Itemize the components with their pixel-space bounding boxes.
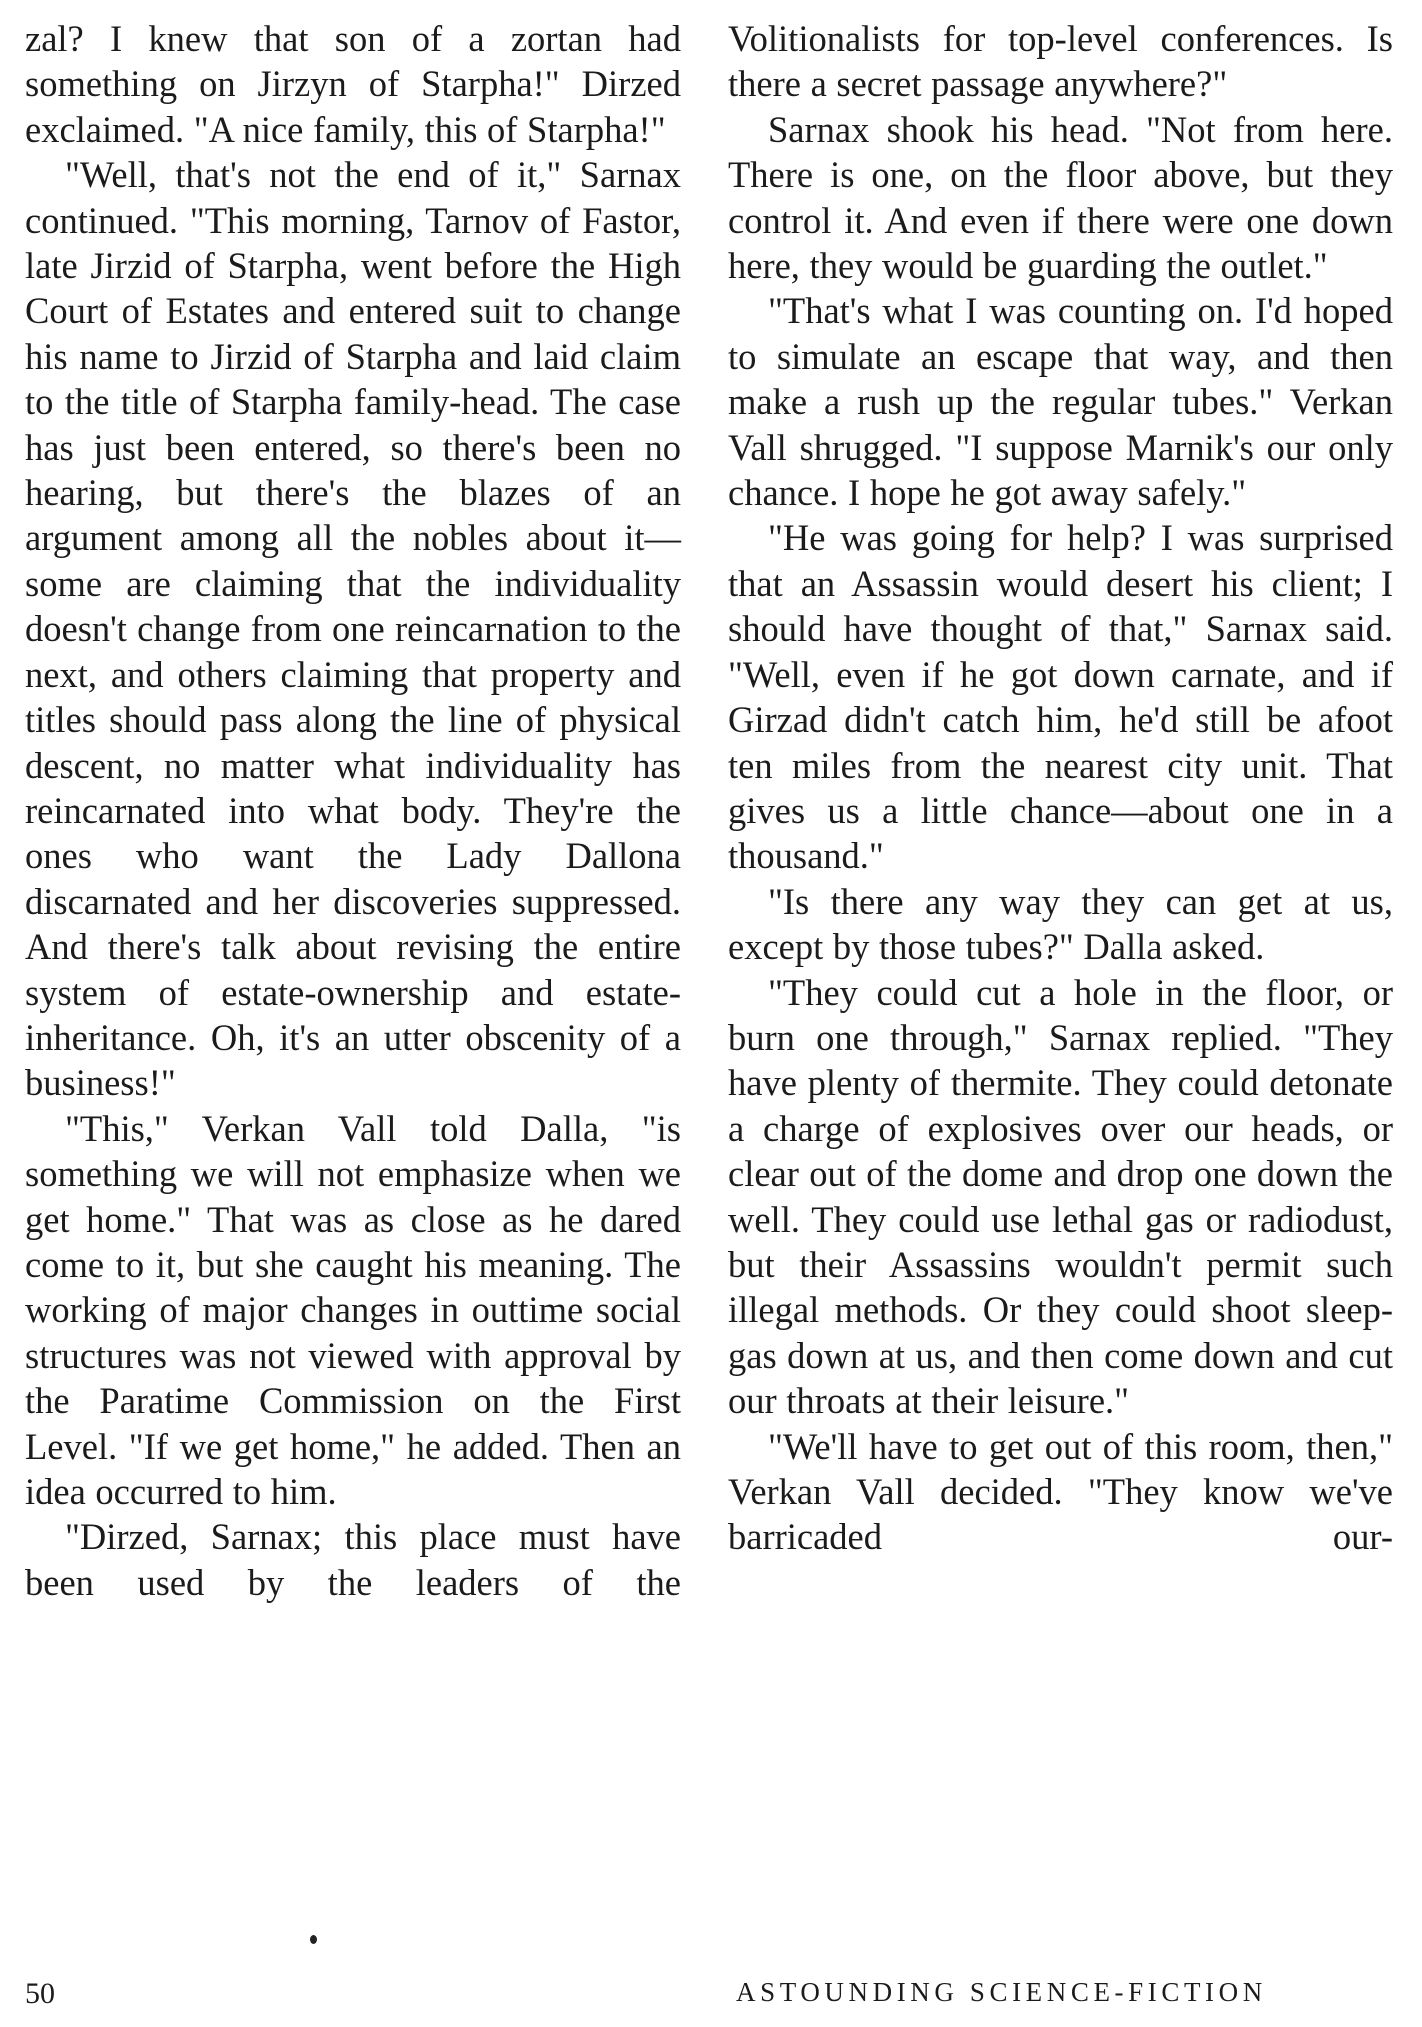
page-number: 50 — [25, 1977, 55, 2010]
paragraph: "Dirzed, Sarnax; this place must have been used by the leaders of the — [25, 1516, 681, 1603]
paragraph: "Well, that's not the end of it," Sarnax continued. "This morning, Tarnov of Fastor, late Jirzid of Starpha, went before the High Court of Estates and entered suit to change his name to Jirzid of Starpha and laid claim to the title of Starpha family-head. The case has just been entered, so there's been no hearing, but there's the blazes of an argument among all the nobles about it—some are claiming that the individuality doesn't change from one reincarnation to the next, and others claiming that property and titles should pass along the line of physical descent, no matter what individuality has reincarnated into what body. They're the ones who want the Lady Dallona discarnated and her discoveries suppressed. And there's talk about revising the entire system of estate-ownership and estate-inheritance. Oh, it's an utter obscenity of a business!" — [25, 154, 681, 1104]
paragraph: zal? I knew that son of a zortan had something on Jirzyn of Starpha!" Dirzed exclaimed. "A nice family, this of Starpha!" — [25, 18, 681, 150]
right-text-column — [728, 16, 1393, 1560]
magazine-title: ASTOUNDING SCIENCE-FICTION — [736, 1977, 1267, 2007]
paragraph: Sarnax shook his head. "Not from here. There is one, on the floor above, but they control it. And even if there were one down here, they would be guarding the outlet." — [728, 108, 1393, 287]
paragraph: "That's what I was counting on. I'd hoped to simulate an escape that way, and then make a rush up the regular tubes." Verkan Vall shrugged. "I suppose Marnik's our only chance. I hope he got away safely." — [728, 290, 1393, 514]
paragraph: "This," Verkan Vall told Dalla, "is something we will not emphasize when we get home." That was as close as he dared come to it, but she caught his meaning. The working of major changes in outtime social structures was not viewed with approval by the Paratime Commission on the First Level. "If we get home," he added. Then an idea occurred to him. — [25, 1107, 681, 1512]
paragraph: Volitionalists for top-level conferences. Is there a secret passage anywhere?" — [728, 18, 1393, 105]
paragraph: "We'll have to get out of this room, then," Verkan Vall decided. "They know we've barricaded our- — [728, 1425, 1393, 1558]
paragraph: "He was going for help? I was surprised that an Assassin would desert his client; I should have thought of that," Sarnax said. "Well, even if he got down carnate, and if Girzad didn't catch him, he'd still be afoot ten miles from the nearest city unit. That gives us a little chance—about one in a thousand." — [728, 517, 1393, 877]
left-text-column — [25, 16, 681, 1605]
paragraph: "They could cut a hole in the floor, or burn one through," Sarnax replied. "They have plenty of thermite. They could detonate a charge of explosives over our heads, or clear out of the dome and drop one down the well. They could use lethal gas or radiodust, but their Assassins wouldn't permit such illegal methods. Or they could shoot sleep-gas down at us, and then come down and cut our throats at their leisure." — [728, 971, 1393, 1422]
paragraph: "Is there any way they can get at us, except by those tubes?" Dalla asked. — [728, 880, 1393, 968]
ink-speck — [310, 1935, 317, 1944]
